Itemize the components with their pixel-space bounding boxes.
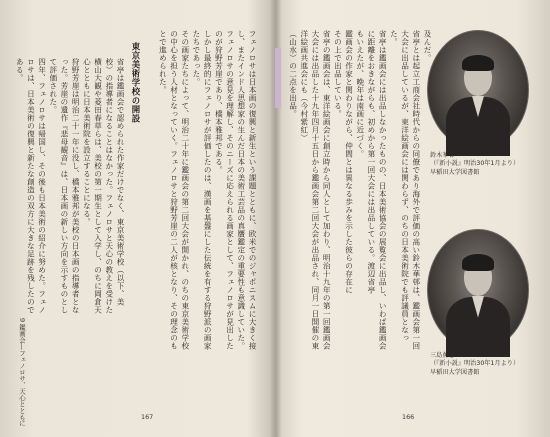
caption-name: 鈴木華邨 — [430, 152, 455, 159]
right-page-body-text: 及んだ。 省亭とは起立工商会社時代からの同僚であり海外で評価の高い鈴木華邨は、鑑画会第一回大会に出品しているが、東洋絵画会には関わらず、のちの日本美術院でも評議員となった。 省亭は鑑画会には出品しなかったものの、日本美術協会の展覧会に出品し、いわば鑑画会に距離をおきながらも、初めから第一回大会には出品している。渡辺省亭 もいえたが、晩年は南画に近づく。 鑑画会の作家と関わりながら、仲間とは異なる歩みを示した彼らの存在に その上で出品している。 省亭の鑑画会は、東洋絵画会に創立時から同人として加わり、明治十九年の第一回鑑画会大会には出品した十九年四月十五日から鑑画会第二回大会が出品され、同月一日開催の東洋絵画共進会にも（今村紫紅） （山水）の二点を出品。 — [288, 30, 432, 350]
caption-library: 早稲田大学図書館 — [430, 168, 480, 176]
left-page-body-text-2: 省亭は鑑画会で認められた作家だけでなく、東京美術学校（以下、美校）の指導者になることはなかった。フェノロサと天心の教えを受けた横山大観や菱田春草らは、美校の第一期生として入学し、のちに岡倉天心とともに日本美術院を設立することになる。 狩野芳崖は明治二十一年に没し、橋本雅邦が美校の日本画の指導者となった。芳崖の遺作『悲母観音』は、日本画の新しい方向を示すものとして評価された。 四年、フェノロサは帰国し、その後も日本美術の紹介に努めた。フェノロサは、日本美術の復興と新たな創造の双方に大きな足跡を残したのである。 — [15, 58, 125, 314]
caption-source: （『新小説』明治30年1月より） — [430, 160, 520, 168]
section-heading: 東京美術学校の開設 — [131, 42, 141, 123]
color-tab-marker — [275, 48, 281, 108]
page-number-right: 166 — [402, 413, 415, 421]
portrait-photo-suzuki-kason — [427, 30, 529, 150]
portrait-photo-mishima-shoso — [427, 229, 529, 351]
running-head-note: 9 鑑画会―フェノロサ、天心とともに — [18, 318, 26, 427]
photo-caption-top — [430, 152, 540, 177]
page-number-left: 167 — [141, 413, 154, 421]
left-page-body-text: フェノロサは日本画の復興と新生という課題とともに、欧米でのジャポニスムに大きく接し、またインド人思想家の生んだ日本の美術工芸品の真贋鑑定の重要性も意識していた。フェノロサの意見を理解し、そのニーズに応えられる画家として、フェノロサが見出したのが狩野芳崖であり、橋本雅邦である。 しかし最終的にフェノロサが評価したのは、漢画を基盤にした伝統を有する狩野派の画家たちであった。 その画家たちによって、明治二十年に鑑画会の第二回大会が開かれ、のちの東京美術学校の中心を担う人材となっていく。フェノロサと狩野芳崖の二人が核となり、その理念のもとで進められた。 — [158, 30, 257, 350]
caption-source: （『新小説』明治30年1月より） — [430, 360, 520, 368]
caption-name: 三島蕉窓 — [430, 352, 455, 359]
caption-library: 早稲田大学図書館 — [430, 368, 480, 376]
photo-caption-bottom — [430, 352, 540, 377]
